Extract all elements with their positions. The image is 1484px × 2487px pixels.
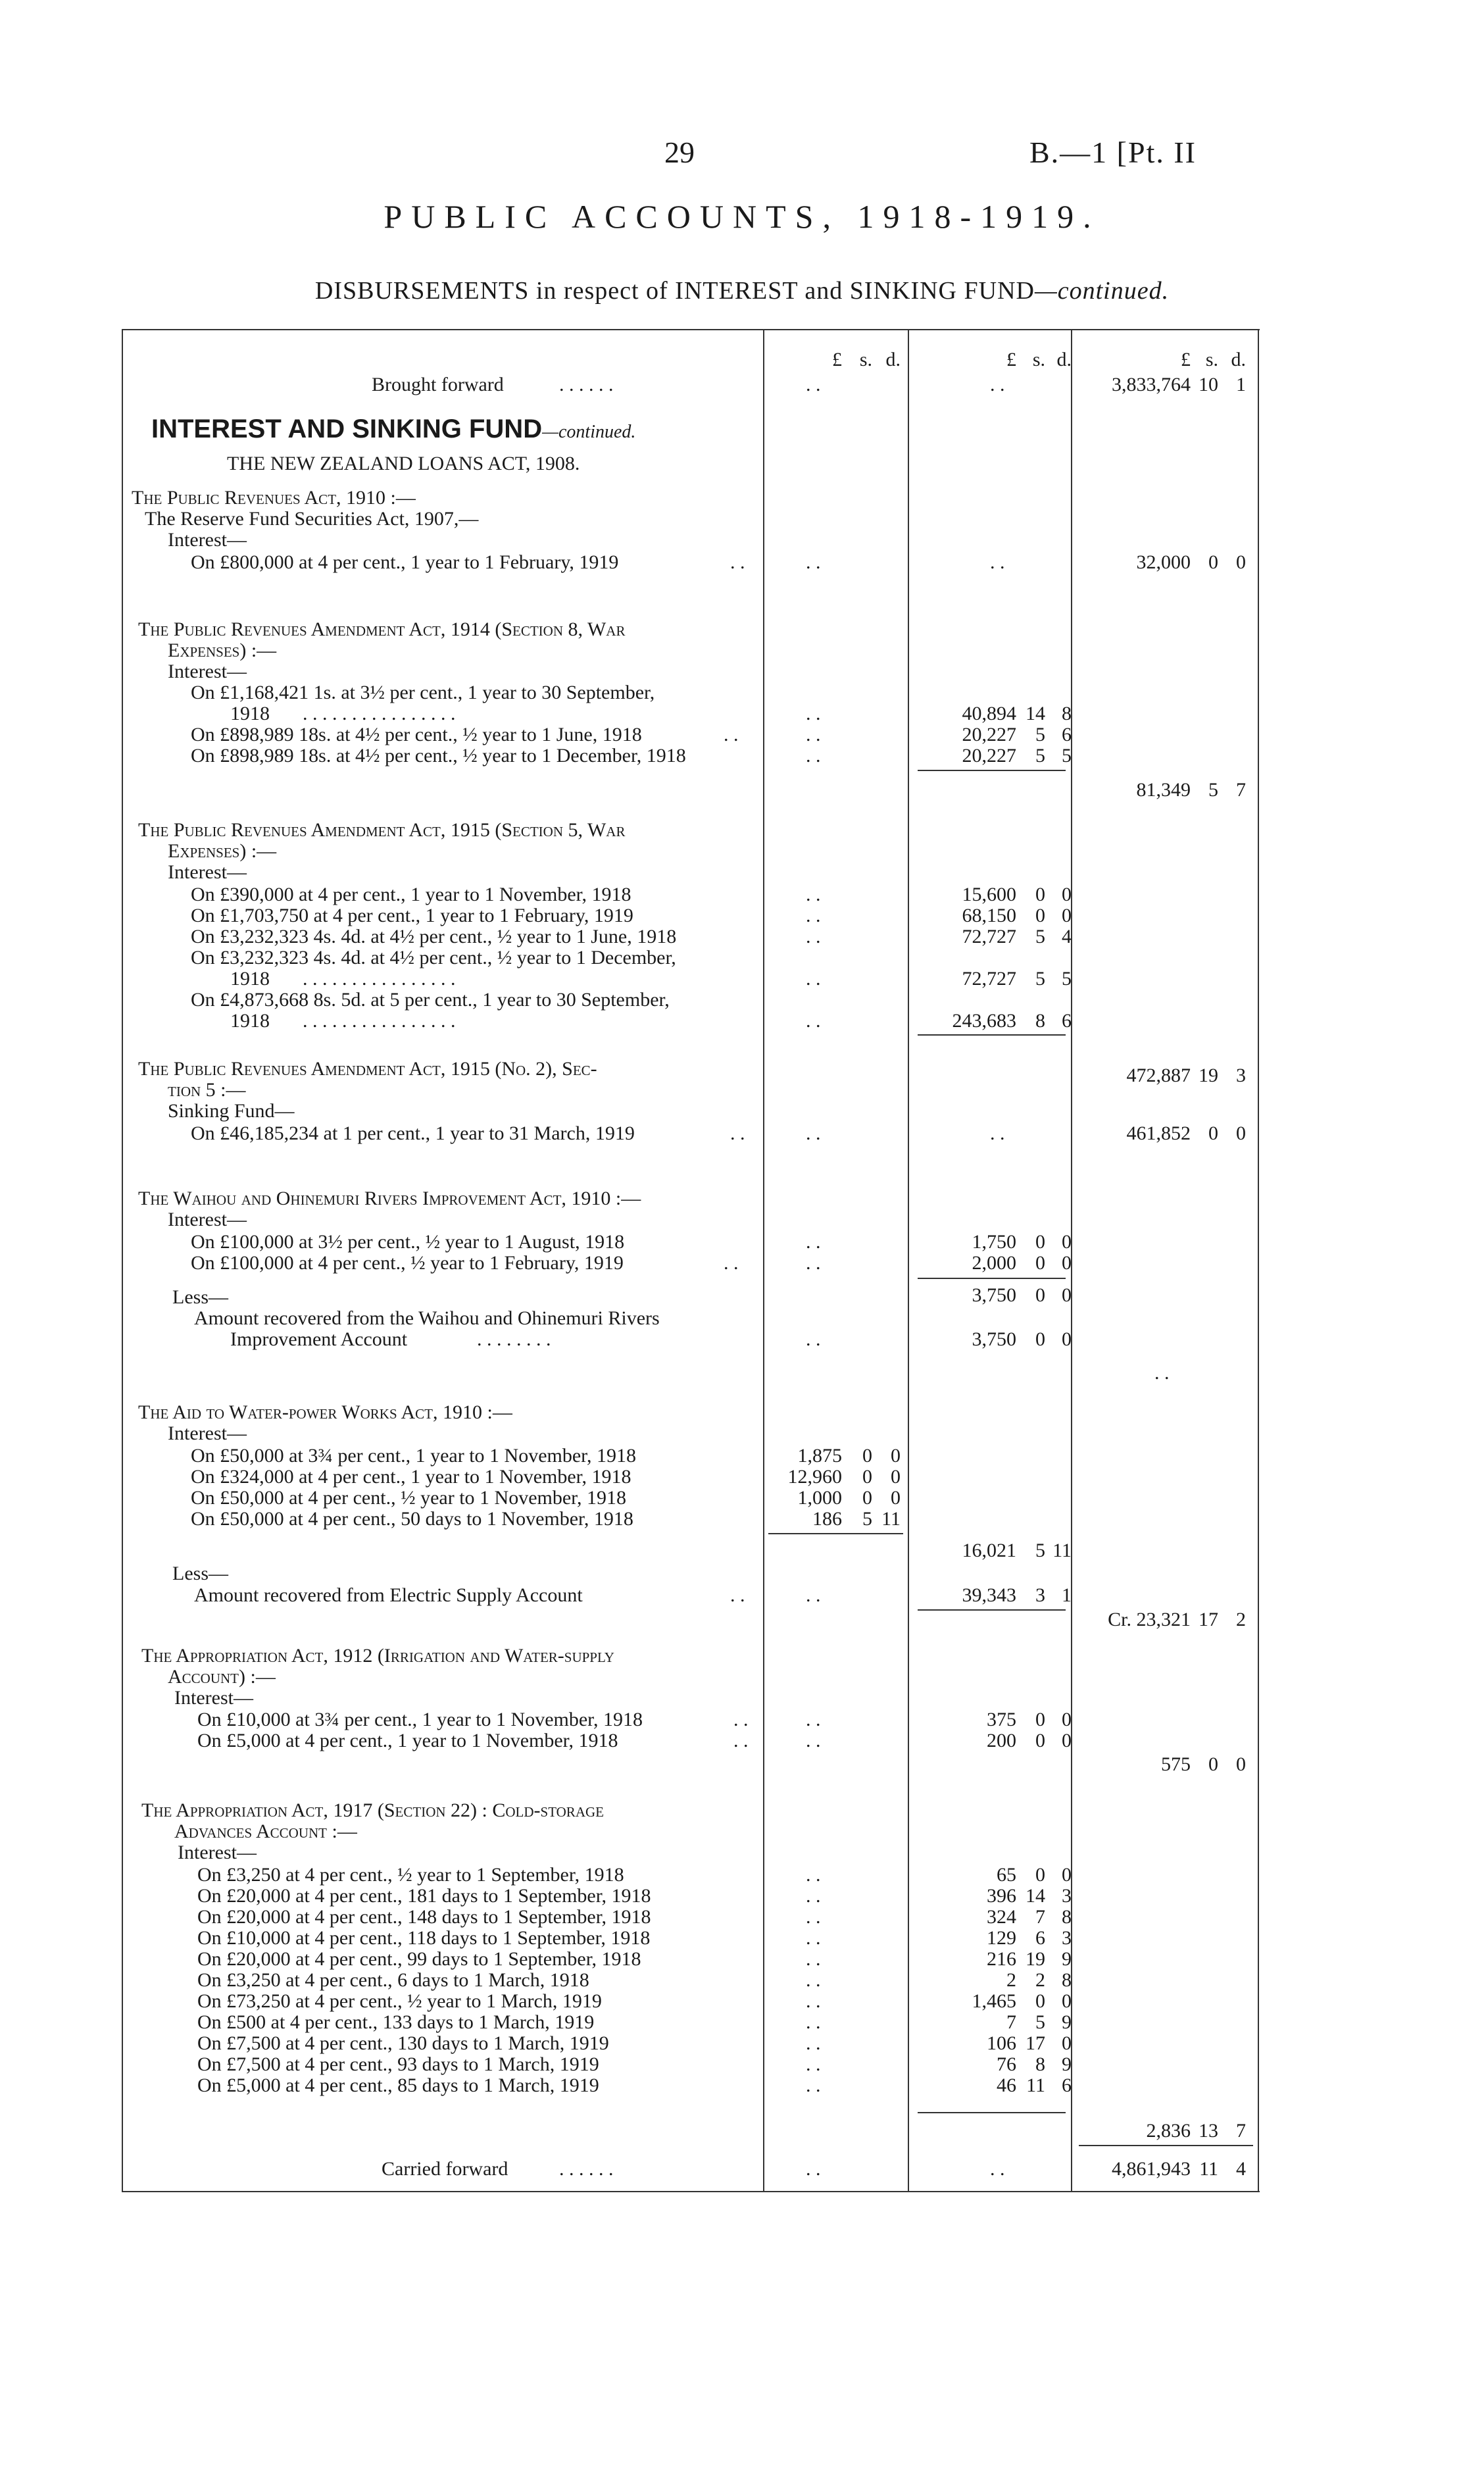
b3-line4-shillings: 5	[1035, 968, 1045, 990]
b7-line1-pence: 0	[1062, 1709, 1072, 1730]
b8-kind: Interest—	[178, 1842, 257, 1863]
col1-rule	[763, 329, 764, 2191]
b5-less-pounds: 3,750	[972, 1328, 1016, 1350]
carried-forward-leader: . . . . . .	[559, 2158, 614, 2180]
b6-line3: On £50,000 at 4 per cent., ½ year to 1 November, 1918	[191, 1487, 626, 1509]
b5-line2-leader: . .	[724, 1252, 739, 1274]
b6-line3-pounds: 1,000	[797, 1487, 842, 1509]
b8-row-pounds: 396	[987, 1885, 1016, 1907]
b8-row-shillings: 14	[1026, 1885, 1045, 1907]
b6-total-pence: 2	[1236, 1609, 1246, 1630]
brought-forward-leader: . . . . . .	[559, 374, 614, 395]
b8-row-pounds: 1,465	[972, 1990, 1016, 2012]
b6-line2-pence: 0	[891, 1466, 901, 1488]
b8-row-pence: 3	[1062, 1927, 1072, 1949]
carried-forward-label: Carried forward	[382, 2158, 508, 2180]
b2-line2: On £898,989 18s. at 4½ per cent., ½ year to 1 June, 1918	[191, 724, 642, 745]
b5-less-line2: Improvement Account	[230, 1328, 408, 1350]
b6-sum-rule	[768, 1533, 903, 1534]
b8-row-text: On £73,250 at 4 per cent., ½ year to 1 March, 1919	[197, 1990, 602, 2012]
b5-sum-rule	[918, 1278, 1066, 1279]
carried-forward-col2-leader: . .	[990, 2158, 1005, 2180]
b5-less-leader: . . . . . . . .	[477, 1328, 551, 1350]
b8-row-text: On £500 at 4 per cent., 133 days to 1 March, 1919	[197, 2011, 595, 2033]
b8-row-col1-leader: . .	[806, 1948, 821, 1970]
b3-total-pence: 3	[1236, 1065, 1246, 1086]
b6-total-shillings: 17	[1199, 1609, 1218, 1630]
b7-line1-col1-leader: . .	[806, 1709, 821, 1730]
b8-row-shillings: 7	[1035, 1906, 1045, 1928]
b5-line1: On £100,000 at 3½ per cent., ½ year to 1 August, 1918	[191, 1231, 625, 1253]
b7-total-pounds: 575	[1161, 1753, 1191, 1775]
b8-row-pounds: 65	[997, 1864, 1016, 1886]
b8-row-text: On £7,500 at 4 per cent., 93 days to 1 March, 1919	[197, 2053, 599, 2075]
b8-row-col1-leader: . .	[806, 2053, 821, 2075]
b7-act-line1: The Appropriation Act, 1912 (Irrigation and Water-supply	[141, 1645, 614, 1667]
b8-row-pounds: 324	[987, 1906, 1016, 1928]
carried-forward-col1-leader: . .	[806, 2158, 821, 2180]
subtitle-continued: —continued.	[1034, 277, 1170, 305]
b8-row-pounds: 7	[1006, 2011, 1016, 2033]
b3-line3-col1-leader: . .	[806, 926, 821, 947]
b7-total-shillings: 0	[1208, 1753, 1218, 1775]
b4-total-pounds: 461,852	[1126, 1122, 1191, 1144]
b8-row-pounds: 216	[987, 1948, 1016, 1970]
page-reference: B.—1 [Pt. II	[1029, 136, 1197, 169]
b8-row-col1-leader: . .	[806, 1906, 821, 1928]
b8-row-col1-leader: . .	[806, 2032, 821, 2054]
b8-row-pence: 8	[1062, 1969, 1072, 1991]
col3-pence-header: d.	[1231, 349, 1246, 370]
b8-row-text: On £7,500 at 4 per cent., 130 days to 1 March, 1919	[197, 2032, 609, 2054]
b3-line4-leader: . . . . . . . . . . . . . . . .	[303, 968, 456, 990]
b5-kind: Interest—	[168, 1209, 247, 1230]
b3-kind: Interest—	[168, 861, 247, 883]
b3-line4a: On £3,232,323 4s. 4d. at 4½ per cent., ½ year to 1 December,	[191, 947, 676, 968]
brought-forward-col2-leader: . .	[990, 374, 1005, 395]
b3-line1-col1-leader: . .	[806, 884, 821, 905]
b8-subtotal-rule	[918, 2112, 1066, 2113]
b3-line3-pounds: 72,727	[962, 926, 1016, 947]
brought-forward-pounds: 3,833,764	[1112, 374, 1191, 395]
b3-line4-pence: 5	[1062, 968, 1072, 990]
b7-line1: On £10,000 at 3¾ per cent., 1 year to 1 November, 1918	[197, 1709, 643, 1730]
b1-line1: On £800,000 at 4 per cent., 1 year to 1 February, 1919	[191, 551, 619, 573]
b8-row-shillings: 0	[1035, 1990, 1045, 2012]
b7-total-pence: 0	[1236, 1753, 1246, 1775]
b2-line2-pounds: 20,227	[962, 724, 1016, 745]
b4-total-pence: 0	[1236, 1122, 1246, 1144]
b6-less-leader: . .	[730, 1584, 745, 1606]
b8-row-col1-leader: . .	[806, 2011, 821, 2033]
b6-line3-pence: 0	[891, 1487, 901, 1509]
b8-row-text: On £3,250 at 4 per cent., ½ year to 1 September, 1918	[197, 1864, 624, 1886]
table-bottom-rule	[122, 2191, 1260, 2192]
b8-act-line1: The Appropriation Act, 1917 (Section 22) : Cold-storage	[141, 1799, 604, 1821]
b5-less-pence: 0	[1062, 1328, 1072, 1350]
b2-line3-pence: 5	[1062, 745, 1072, 766]
col1-pound-header: £	[832, 349, 842, 370]
b7-act-line2: Account) :—	[168, 1666, 276, 1688]
b8-total-pounds: 2,836	[1146, 2120, 1191, 2142]
col3-pound-header: £	[1181, 349, 1191, 370]
b6-less-shillings: 3	[1035, 1584, 1045, 1606]
b8-row-col1-leader: . .	[806, 2074, 821, 2096]
b5-sum-shillings: 0	[1035, 1284, 1045, 1306]
b5-line2-pounds: 2,000	[972, 1252, 1016, 1274]
b4-col1-leader: . .	[806, 1122, 821, 1144]
b8-row-shillings: 2	[1035, 1969, 1045, 1991]
b8-row-shillings: 6	[1035, 1927, 1045, 1949]
page-number: 29	[664, 136, 695, 169]
b8-row-col1-leader: . .	[806, 1885, 821, 1907]
b7-line1-pounds: 375	[987, 1709, 1016, 1730]
b8-row-shillings: 19	[1026, 1948, 1045, 1970]
b3-line5b: 1918	[230, 1010, 270, 1032]
b6-line2-pounds: 12,960	[787, 1466, 842, 1488]
b2-line1-col1-leader: . .	[806, 703, 821, 724]
b2-line1b: 1918	[230, 703, 270, 724]
b5-line2-col1-leader: . .	[806, 1252, 821, 1274]
b3-line1-pounds: 15,600	[962, 884, 1016, 905]
b6-line1: On £50,000 at 3¾ per cent., 1 year to 1 November, 1918	[191, 1445, 636, 1467]
b1-col1-leader: . .	[806, 551, 821, 573]
b3-line4-pounds: 72,727	[962, 968, 1016, 990]
b6-less-pounds: 39,343	[962, 1584, 1016, 1606]
b8-row-text: On £3,250 at 4 per cent., 6 days to 1 March, 1918	[197, 1969, 589, 1991]
b3-line2-shillings: 0	[1035, 905, 1045, 926]
b2-line3-col1-leader: . .	[806, 745, 821, 766]
b6-line4: On £50,000 at 4 per cent., 50 days to 1 November, 1918	[191, 1508, 633, 1530]
b6-line4-pence: 11	[881, 1508, 901, 1530]
col2-pound-header: £	[1006, 349, 1016, 370]
b3-line3: On £3,232,323 4s. 4d. at 4½ per cent., ½ year to 1 June, 1918	[191, 926, 677, 947]
b5-less-col1-leader: . .	[806, 1328, 821, 1350]
b2-total-pounds: 81,349	[1136, 779, 1191, 801]
b3-line2-pence: 0	[1062, 905, 1072, 926]
b6-line4-pounds: 186	[812, 1508, 842, 1530]
b1-line1-leader: . .	[730, 551, 745, 573]
b2-line1-pounds: 40,894	[962, 703, 1016, 724]
b4-total-shillings: 0	[1208, 1122, 1218, 1144]
b7-line2-shillings: 0	[1035, 1730, 1045, 1751]
b6-sum-pence: 11	[1052, 1540, 1072, 1561]
section-heading: INTEREST AND SINKING FUND—continued.	[151, 414, 636, 443]
b8-row-pence: 9	[1062, 1948, 1072, 1970]
b7-line2-col1-leader: . .	[806, 1730, 821, 1751]
b6-total-pounds: Cr. 23,321	[1108, 1609, 1191, 1630]
b8-act-line2: Advances Account :—	[174, 1821, 357, 1842]
b7-line2-pounds: 200	[987, 1730, 1016, 1751]
b8-row-text: On £20,000 at 4 per cent., 181 days to 1 September, 1918	[197, 1885, 651, 1907]
col2-rule	[908, 329, 909, 2191]
b6-less-rule	[918, 1609, 1066, 1611]
b6-line1-pounds: 1,875	[797, 1445, 842, 1467]
b8-row-pounds: 76	[997, 2053, 1016, 2075]
b2-line1-pence: 8	[1062, 703, 1072, 724]
b6-line1-shillings: 0	[862, 1445, 872, 1467]
b3-line5-col1-leader: . .	[806, 1010, 821, 1032]
brought-forward-col1-leader: . .	[806, 374, 821, 395]
b8-row-pence: 0	[1062, 1990, 1072, 2012]
b5-act: The Waihou and Ohinemuri Rivers Improvement Act, 1910 :—	[138, 1188, 641, 1209]
b5-sum-pounds: 3,750	[972, 1284, 1016, 1306]
b6-line4-shillings: 5	[862, 1508, 872, 1530]
b4-line1-leader: . .	[730, 1122, 745, 1144]
b8-row-text: On £10,000 at 4 per cent., 118 days to 1 September, 1918	[197, 1927, 651, 1949]
b3-line5-leader: . . . . . . . . . . . . . . . .	[303, 1010, 456, 1032]
b4-line1: On £46,185,234 at 1 per cent., 1 year to 31 March, 1919	[191, 1122, 635, 1144]
b5-col3-leader: . .	[1154, 1362, 1170, 1384]
b8-row-shillings: 11	[1026, 2074, 1045, 2096]
b7-line2-pence: 0	[1062, 1730, 1072, 1751]
b2-line3-pounds: 20,227	[962, 745, 1016, 766]
b3-line1: On £390,000 at 4 per cent., 1 year to 1 November, 1918	[191, 884, 631, 905]
page-subtitle	[0, 276, 1484, 305]
b7-line1-shillings: 0	[1035, 1709, 1045, 1730]
section-heading-continued: —continued.	[542, 422, 636, 442]
b8-row-pounds: 129	[987, 1927, 1016, 1949]
b4-kind: Sinking Fund—	[168, 1100, 295, 1122]
b8-row-shillings: 17	[1026, 2032, 1045, 2054]
b7-line2: On £5,000 at 4 per cent., 1 year to 1 November, 1918	[197, 1730, 618, 1751]
b8-row-pence: 0	[1062, 2032, 1072, 2054]
b2-line2-leader: . .	[724, 724, 739, 745]
col2-pence-header: d.	[1056, 349, 1072, 370]
b5-less-shillings: 0	[1035, 1328, 1045, 1350]
b8-total-pence: 7	[1236, 2120, 1246, 2142]
b2-line2-col1-leader: . .	[806, 724, 821, 745]
b5-sum-pence: 0	[1062, 1284, 1072, 1306]
carried-forward-pence: 4	[1236, 2158, 1246, 2180]
b5-less: Less—	[172, 1286, 228, 1308]
b8-row-pence: 9	[1062, 2053, 1072, 2075]
brought-forward-shillings: 10	[1199, 374, 1218, 395]
b5-line2-shillings: 0	[1035, 1252, 1045, 1274]
b2-line2-pence: 6	[1062, 724, 1072, 745]
b8-row-text: On £5,000 at 4 per cent., 85 days to 1 March, 1919	[197, 2074, 599, 2096]
b2-line3: On £898,989 18s. at 4½ per cent., ½ year to 1 December, 1918	[191, 745, 686, 766]
b3-line4b: 1918	[230, 968, 270, 990]
b8-total-shillings: 13	[1199, 2120, 1218, 2142]
b2-line2-shillings: 5	[1035, 724, 1045, 745]
b3-line2-pounds: 68,150	[962, 905, 1016, 926]
b8-row-col1-leader: . .	[806, 1969, 821, 1991]
b2-act-line2: Expenses) :—	[168, 640, 277, 661]
b5-line1-pounds: 1,750	[972, 1231, 1016, 1253]
b3-line1-pence: 0	[1062, 884, 1072, 905]
b2-kind: Interest—	[168, 661, 247, 682]
brought-forward-pence: 1	[1236, 374, 1246, 395]
b8-row-text: On £20,000 at 4 per cent., 148 days to 1 September, 1918	[197, 1906, 651, 1928]
b8-row-pounds: 46	[997, 2074, 1016, 2096]
b6-act: The Aid to Water-power Works Act, 1910 :—	[138, 1401, 512, 1423]
b5-line1-shillings: 0	[1035, 1231, 1045, 1253]
b2-line1-leader: . . . . . . . . . . . . . . . .	[303, 703, 456, 724]
b5-line1-col1-leader: . .	[806, 1231, 821, 1253]
b8-row-pence: 3	[1062, 1885, 1072, 1907]
b7-line1-leader: . .	[733, 1709, 749, 1730]
b2-line1-shillings: 14	[1026, 703, 1045, 724]
b4-act-line2: tion 5 :—	[168, 1079, 246, 1101]
b6-line1-pence: 0	[891, 1445, 901, 1467]
b6-line2-shillings: 0	[862, 1466, 872, 1488]
b3-act-line2: Expenses) :—	[168, 840, 277, 862]
b1-total-pence: 0	[1236, 551, 1246, 573]
b6-less-pence: 1	[1062, 1584, 1072, 1606]
b3-line1-shillings: 0	[1035, 884, 1045, 905]
b8-row-pounds: 2	[1006, 1969, 1016, 1991]
b8-row-shillings: 5	[1035, 2011, 1045, 2033]
b2-total-shillings: 5	[1208, 779, 1218, 801]
subtitle-main: DISBURSEMENTS in respect of INTEREST and SINKING FUND	[314, 277, 1035, 305]
b4-act-line1: The Public Revenues Amendment Act, 1915 (No. 2), Sec-	[138, 1058, 597, 1080]
b8-row-pence: 8	[1062, 1906, 1072, 1928]
b6-sum-pounds: 16,021	[962, 1540, 1016, 1561]
b3-line2: On £1,703,750 at 4 per cent., 1 year to 1 February, 1919	[191, 905, 633, 926]
b1-total-shillings: 0	[1208, 551, 1218, 573]
b8-row-text: On £20,000 at 4 per cent., 99 days to 1 September, 1918	[197, 1948, 641, 1970]
b3-subtotal-rule	[918, 1034, 1066, 1036]
b2-total-pence: 7	[1236, 779, 1246, 801]
b7-kind: Interest—	[174, 1687, 253, 1709]
b8-row-col1-leader: . .	[806, 1990, 821, 2012]
b2-line1a: On £1,168,421 1s. at 3½ per cent., 1 year to 30 September,	[191, 682, 655, 703]
b8-row-pence: 0	[1062, 1864, 1072, 1886]
brought-forward-label: Brought forward	[372, 374, 504, 395]
b3-act-line1: The Public Revenues Amendment Act, 1915 (Section 5, War	[138, 819, 626, 841]
b8-row-pence: 9	[1062, 2011, 1072, 2033]
b8-row-col1-leader: . .	[806, 1864, 821, 1886]
b3-total-pounds: 472,887	[1126, 1065, 1191, 1086]
b2-act-line1: The Public Revenues Amendment Act, 1914 (Section 8, War	[138, 618, 626, 640]
b5-line1-pence: 0	[1062, 1231, 1072, 1253]
b6-line2: On £324,000 at 4 per cent., 1 year to 1 November, 1918	[191, 1466, 631, 1488]
b4-col2-leader: . .	[990, 1122, 1005, 1144]
table-top-rule	[122, 329, 1260, 330]
b3-line2-col1-leader: . .	[806, 905, 821, 926]
b1-sub-act: The Reserve Fund Securities Act, 1907,—	[145, 508, 479, 530]
b3-line4-col1-leader: . .	[806, 968, 821, 990]
b8-row-shillings: 8	[1035, 2053, 1045, 2075]
b8-row-col1-leader: . .	[806, 1927, 821, 1949]
b3-line5a: On £4,873,668 8s. 5d. at 5 per cent., 1 year to 30 September,	[191, 989, 670, 1011]
b6-less-col1-leader: . .	[806, 1584, 821, 1606]
b1-total-pounds: 32,000	[1136, 551, 1191, 573]
b8-row-pence: 6	[1062, 2074, 1072, 2096]
page-title: PUBLIC ACCOUNTS, 1918-1919.	[383, 198, 1101, 235]
col1-pence-header: d.	[885, 349, 901, 370]
carried-forward-shillings: 11	[1199, 2158, 1218, 2180]
col3-shilling-header: s.	[1205, 349, 1218, 370]
b3-line3-pence: 4	[1062, 926, 1072, 947]
b1-col2-leader: . .	[990, 551, 1005, 573]
b8-row-shillings: 0	[1035, 1864, 1045, 1886]
b7-line2-leader: . .	[733, 1730, 749, 1751]
table-left-rule	[122, 329, 123, 2191]
b3-line3-shillings: 5	[1035, 926, 1045, 947]
carried-forward-pounds: 4,861,943	[1112, 2158, 1191, 2180]
b5-less-line1: Amount recovered from the Waihou and Ohinemuri Rivers	[194, 1307, 660, 1329]
b2-subtotal-rule	[918, 770, 1066, 771]
col2-shilling-header: s.	[1032, 349, 1045, 370]
b6-sum-shillings: 5	[1035, 1540, 1045, 1561]
b1-kind: Interest—	[168, 529, 247, 551]
sub-heading: THE NEW ZEALAND LOANS ACT, 1908.	[227, 453, 580, 474]
b3-total-shillings: 19	[1199, 1065, 1218, 1086]
b3-line5-pounds: 243,683	[952, 1010, 1016, 1032]
b3-line5-shillings: 8	[1035, 1010, 1045, 1032]
b6-kind: Interest—	[168, 1422, 247, 1444]
b8-row-pounds: 106	[987, 2032, 1016, 2054]
b5-line2-pence: 0	[1062, 1252, 1072, 1274]
b1-act: The Public Revenues Act, 1910 :—	[132, 487, 416, 509]
col1-shilling-header: s.	[859, 349, 872, 370]
b5-line2: On £100,000 at 4 per cent., ½ year to 1 February, 1919	[191, 1252, 624, 1274]
b2-line3-shillings: 5	[1035, 745, 1045, 766]
b6-less: Less—	[172, 1563, 228, 1584]
b8-total-rule	[1079, 2145, 1253, 2146]
b6-line3-shillings: 0	[862, 1487, 872, 1509]
b3-line5-pence: 6	[1062, 1010, 1072, 1032]
table-right-rule	[1258, 329, 1259, 2191]
b6-less-line: Amount recovered from Electric Supply Account	[194, 1584, 583, 1606]
